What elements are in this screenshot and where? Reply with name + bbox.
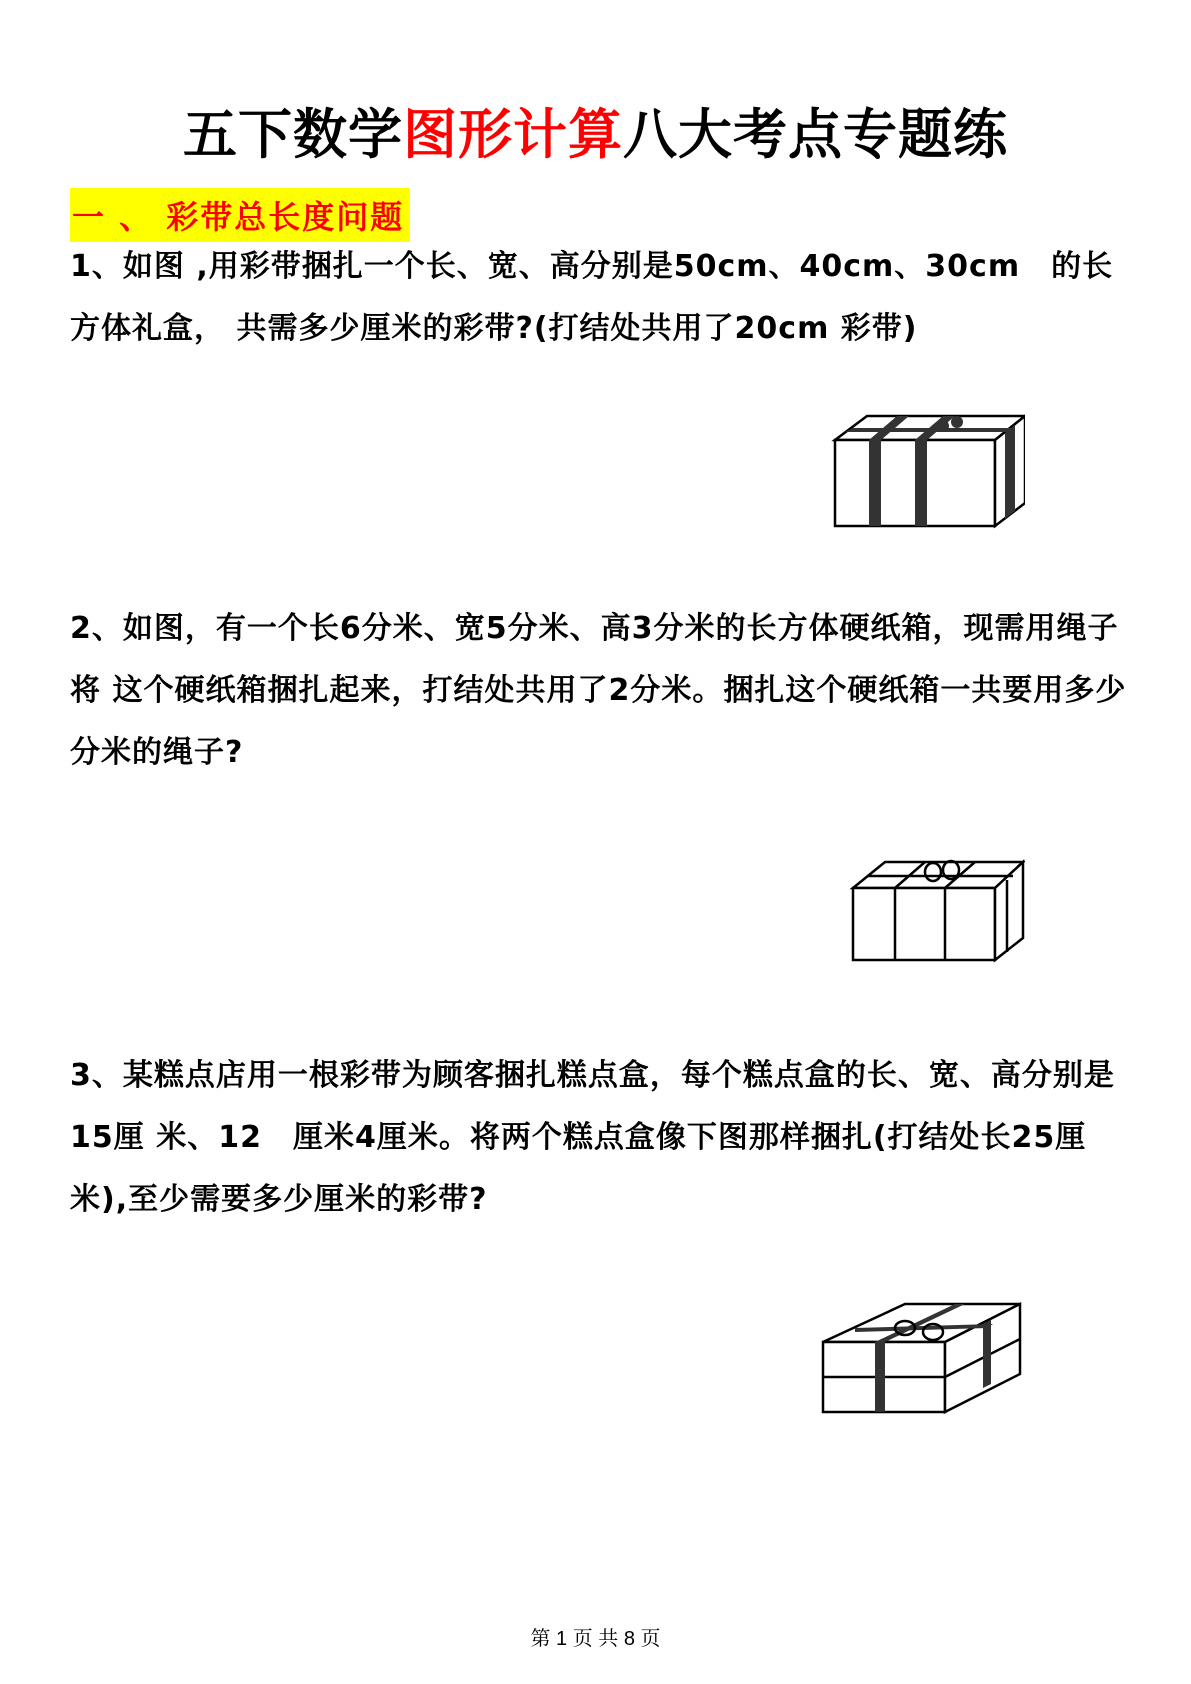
title-prefix: 五下数学 [183, 103, 403, 166]
section-heading: 一 、 彩带总长度问题 [70, 188, 410, 242]
question-1: 1、如图 ,用彩带捆扎一个长、宽、高分别是50cm、40cm、30cm 的长方体礼盒， 共需多少厘米的彩带?(打结处共用了20cm 彩带) [70, 249, 1114, 346]
cardboard-box-rope-icon [845, 856, 1025, 966]
question-3: 3、某糕点店用一根彩带为顾客捆扎糕点盒，每个糕点盒的长、宽、高分别是15厘 米、12 厘米4厘米。将两个糕点盒像下图那样捆扎(打结处长25厘米),至少需要多少厘米的彩带? [70, 1058, 1115, 1217]
gift-box-ribbon-icon [825, 408, 1025, 530]
question-2: 2、如图，有一个长6分米、宽5分米、高3分米的长方体硬纸箱，现需用绳子将 这个硬纸箱捆扎起来，打结处共用了2分米。捆扎这个硬纸箱一共要用多少分米的绳子? [70, 611, 1127, 770]
stacked-cake-boxes-icon [815, 1298, 1025, 1418]
title-highlight: 图形计算 [403, 103, 623, 166]
title-suffix: 八大考点专题练 [623, 103, 1008, 166]
page-title [0, 92, 1191, 169]
page-number: 第 1 页 共 8 页 [530, 1628, 661, 1650]
